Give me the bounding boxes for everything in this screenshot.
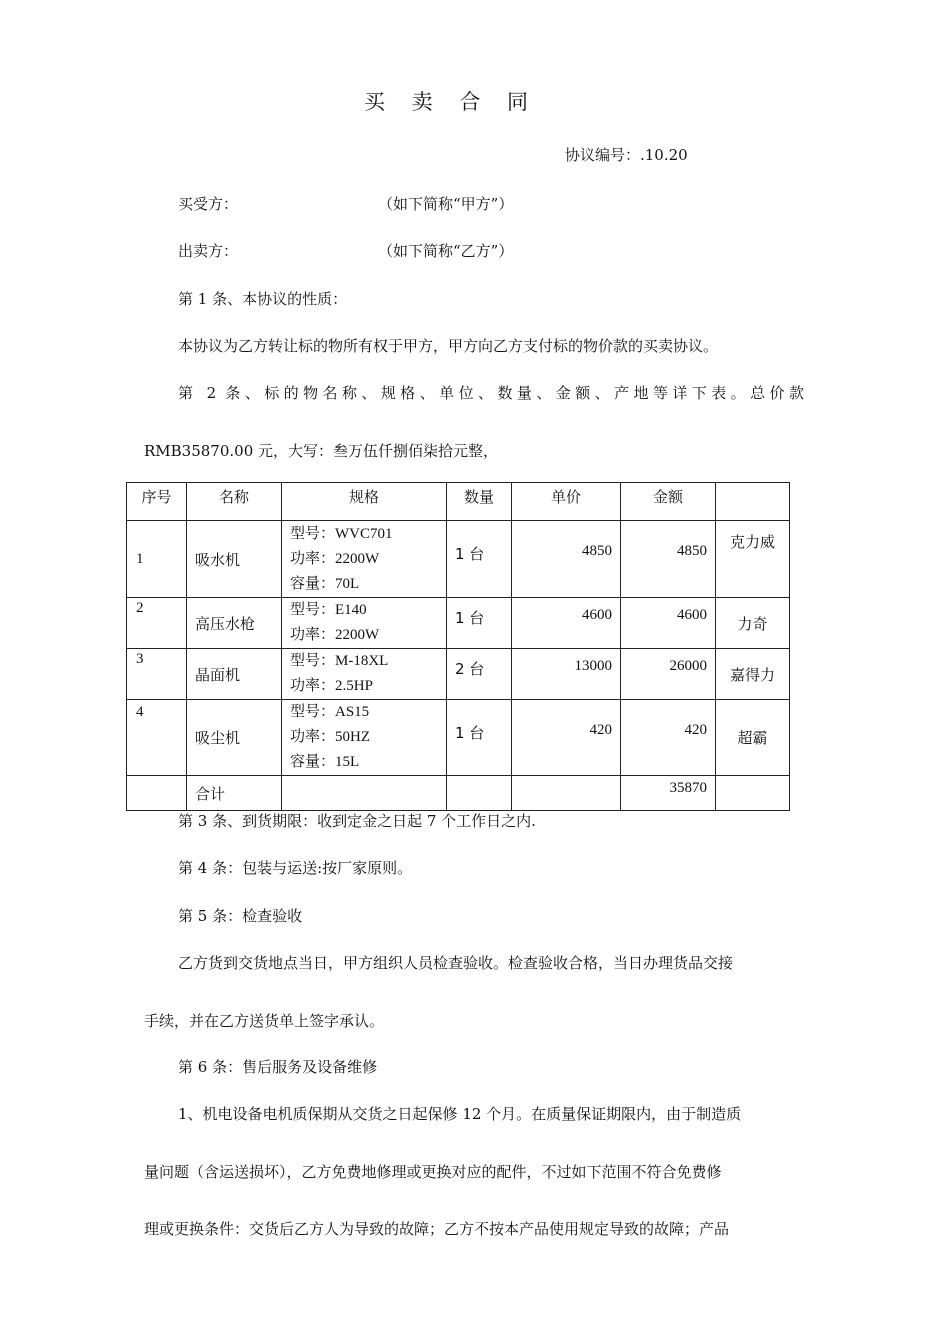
spec-line: 功率：2.5HP: [290, 678, 373, 694]
row-no: 3: [127, 649, 187, 700]
document-title: 买 卖 合 同: [363, 90, 539, 114]
row-no: 1: [127, 521, 187, 598]
article-1-text: 本协议为乙方转让标的物所有权于甲方，甲方向乙方支付标的物价款的买卖协议。: [178, 337, 719, 355]
spec-line: 型号：WVC701: [290, 525, 393, 542]
row-amount: 4600: [621, 598, 716, 649]
total-empty-cell: [716, 776, 790, 811]
row-qty: 2 台: [447, 649, 512, 700]
article-6-line-3: 理或更换条件：交货后乙方人为导致的故障；乙方不按本产品使用规定导致的故障；产品: [144, 1220, 730, 1238]
article-2-line-2: RMB35870.00 元，大写：叁万伍仟捌佰柒拾元整，: [144, 442, 499, 460]
row-brand: 嘉得力: [716, 649, 790, 700]
row-spec: [282, 521, 447, 598]
spec-line: 型号：AS15: [290, 704, 370, 720]
spec-line: 容量：15L: [290, 754, 360, 770]
row-qty: 1 台: [447, 700, 512, 776]
article-6-heading: 第 6 条：售后服务及设备维修: [178, 1058, 378, 1076]
row-amount: 420: [621, 700, 716, 776]
header-brand: [716, 483, 790, 521]
header-no: 序号: [127, 483, 187, 521]
header-price: 单价: [512, 483, 621, 521]
agreement-number: 协议编号：.10.20: [565, 146, 688, 164]
article-5-line-2: 手续，并在乙方送货单上签字承认。: [144, 1012, 385, 1030]
buyer-alias: （如下简称“甲方”）: [378, 195, 514, 213]
article-2-line-1: 第 2 条、标的物名称、规格、单位、数量、金额、产地等详下表。总价款: [178, 384, 804, 402]
row-name: 吸尘机: [187, 700, 282, 776]
table-row: [127, 521, 790, 598]
row-spec: [282, 598, 447, 649]
items-table: [126, 482, 790, 811]
header-qty: 数量: [447, 483, 512, 521]
total-empty-cell: [447, 776, 512, 811]
total-label: 合计: [187, 776, 282, 811]
row-no: 4: [127, 700, 187, 776]
total-empty-cell: [127, 776, 187, 811]
row-qty: 1 台: [447, 598, 512, 649]
table-total-row: [127, 776, 790, 811]
total-empty-cell: [282, 776, 447, 811]
header-amount: 金额: [621, 483, 716, 521]
row-brand: 超霸: [716, 700, 790, 776]
article-6-line-2: 量问题（含运送损坏），乙方免费地修理或更换对应的配件，不过如下范围不符合免费修: [144, 1163, 722, 1181]
total-empty-cell: [512, 776, 621, 811]
row-price: 4600: [512, 598, 621, 649]
seller-alias: （如下简称“乙方”）: [378, 242, 514, 260]
row-price: 420: [512, 700, 621, 776]
row-brand: 力奇: [716, 598, 790, 649]
buyer-label: 买受方：: [178, 195, 239, 213]
row-amount: 4850: [621, 521, 716, 598]
row-brand: 克力威: [716, 521, 790, 598]
article-6-line-1: 1、机电设备电机质保期从交货之日起保修 12 个月。在质量保证期限内，由于制造质: [178, 1105, 742, 1123]
header-spec: 规格: [282, 483, 447, 521]
article-5-heading: 第 5 条：检查验收: [178, 907, 303, 925]
total-amount: 35870: [621, 776, 716, 811]
row-amount: 26000: [621, 649, 716, 700]
row-name: 吸水机: [187, 521, 282, 598]
spec-line: 型号：M-18XL: [290, 653, 389, 669]
row-no: 2: [127, 598, 187, 649]
spec-line: 功率：2200W: [290, 627, 380, 643]
table-row: [127, 700, 790, 776]
spec-line: 功率：2200W: [290, 550, 380, 567]
spec-line: 型号：E140: [290, 602, 367, 618]
header-name: 名称: [187, 483, 282, 521]
article-4: 第 4 条：包装与运送:按厂家原则。: [178, 859, 413, 877]
row-spec: [282, 700, 447, 776]
row-spec: [282, 649, 447, 700]
row-price: 4850: [512, 521, 621, 598]
spec-line: 容量：70L: [290, 575, 360, 592]
row-name: 高压水枪: [187, 598, 282, 649]
table-row: [127, 649, 790, 700]
spec-line: 功率：50HZ: [290, 729, 370, 745]
row-qty: 1 台: [447, 521, 512, 598]
seller-label: 出卖方：: [178, 242, 239, 260]
row-name: 晶面机: [187, 649, 282, 700]
article-1-heading: 第 1 条、本协议的性质：: [178, 290, 348, 308]
article-5-line-1: 乙方货到交货地点当日，甲方组织人员检查验收。检查验收合格，当日办理货品交接: [178, 954, 734, 972]
table-row: [127, 598, 790, 649]
table-header-row: [127, 483, 790, 521]
article-3: 第 3 条、到货期限：收到定金之日起 7 个工作日之内.: [178, 812, 536, 830]
row-price: 13000: [512, 649, 621, 700]
